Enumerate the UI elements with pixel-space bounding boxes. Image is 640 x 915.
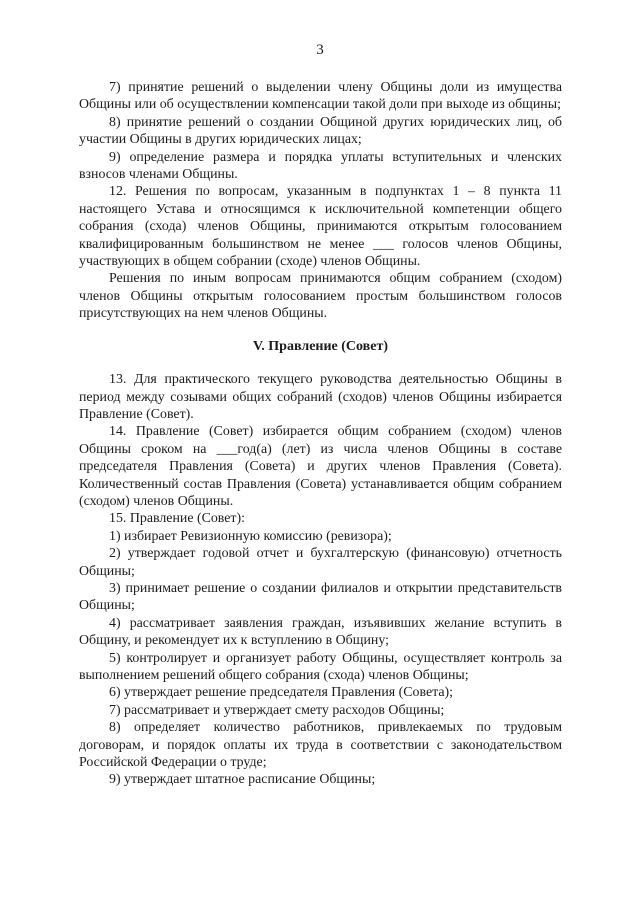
list-item: 3) принимает решение о создании филиалов и открытии представительств Общины; — [79, 580, 562, 614]
list-item: 2) утверждает годовой отчет и бухгалтерскую (финансовую) отчетность Общины; — [79, 546, 562, 579]
paragraph: Решения по иным вопросам принимаются общим собранием (сходом) членов Общины открытым голосованием простым большинством голосов присутствующих на нем членов Общины. — [79, 271, 562, 322]
paragraph: 15. Правление (Совет): — [109, 511, 245, 527]
list-item: 6) утверждает решение председателя Правления (Совета); — [109, 685, 454, 701]
page-number: 3 — [316, 42, 324, 58]
list-item: 8) определяет количество работников, привлекаемых по трудовым договорам, и порядок оплаты их труда в соответствии с законодательством Российской Федерации о труде; — [79, 720, 562, 771]
paragraph: 9) определение размера и порядка уплаты вступительных и членских взносов членами Общины. — [79, 149, 562, 183]
paragraph: 8) принятие решений о создании Общиной других юридических лиц, об участии Общины в других юридических лицах; — [79, 114, 562, 148]
list-item: 4) рассматривает заявления граждан, изъявивших желание вступить в Общину, и рекомендует их к вступлению в Общину; — [79, 615, 562, 649]
paragraph: 12. Решения по вопросам, указанным в подпунктах 1 – 8 пункта 11 настоящего Устава и относящимся к исключительной компетенции общего собрания (схода) членов Общины, принимаются открытым голосованием квалифицированным большинством не менее ___ голосов членов Общины, участвующих в общем собрании (сходе) членов Общины. — [79, 184, 562, 270]
list-item: 5) контролирует и организует работу Общины, осуществляет контроль за выполнением решений общего собрания (схода) членов Общины; — [79, 650, 562, 683]
section-heading: V. Правление (Совет) — [252, 338, 388, 354]
list-item: 9) утверждает штатное расписание Общины; — [109, 772, 376, 788]
list-item: 1) избирает Ревизионную комиссию (ревизора); — [109, 528, 392, 544]
list-item: 7) рассматривает и утверждает смету расходов Общины; — [109, 702, 445, 718]
paragraph: 7) принятие решений о выделении члену Общины доли из имущества Общины или об осуществлении компенсации такой доли при выходе из общины; — [79, 80, 562, 113]
paragraph: 13. Для практического текущего руководства деятельностью Общины в период между созывами общих собраний (сходов) членов Общины избирается Правление (Совет). — [79, 372, 562, 422]
paragraph: 14. Правление (Совет) избирается общим собранием (сходом) членов Общины сроком на ___год(а) (лет) из числа членов Общины в составе председателя Правления (Совета) и других членов Правления (Совета). Количественный состав Правления (Совета) устанавливается общим собранием (сходом) членов Общины. — [79, 424, 562, 509]
document-body — [79, 79, 562, 789]
